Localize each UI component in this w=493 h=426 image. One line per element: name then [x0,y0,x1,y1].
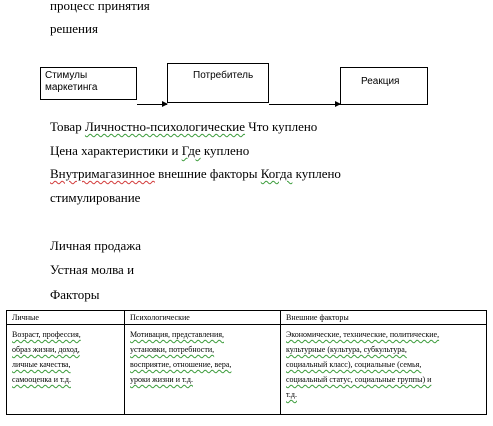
row-price [50,143,249,159]
table-header-row [7,311,487,325]
row-instore-d: куплено [292,166,341,181]
heading-line-1: процесс принятия [50,0,150,13]
row-product [50,119,317,135]
row-factors: Факторы [50,287,100,302]
row-product-c: Что куплено [245,119,318,134]
response-box [340,67,428,105]
row-instore-a: Внутримагазинное [50,166,155,181]
header-external: Внешние факторы [281,311,487,325]
cell-psychological [125,325,281,415]
stimuli-box [40,67,137,100]
row-price-b: Где [181,143,201,158]
row-instore [50,166,341,182]
cell-external-text: Экономические, технические, политические, культурные (культура, субкультура, социальный класс), социальные (семья, социальный статус, социальные группы) и т.д. [286,330,440,399]
cell-external [281,325,487,415]
cell-psychological-text: Мотивация, представления, установки, потребности, восприятие, отношение, вера, уроки жизни и т.д. [130,330,232,384]
consumer-label: Потребитель [193,70,254,81]
arrow-consumer-to-response [269,104,340,105]
row-word-of-mouth: Устная молва и [50,262,135,277]
header-personal: Личные [7,311,125,325]
row-instore-b: внешние факторы [154,166,261,181]
consumer-box [167,63,269,103]
cell-personal-text: Возраст, профессия, образ жизни, доход, личные качества, самооценка и т.д. [12,330,81,384]
header-psychological: Психологические [125,311,281,325]
factors-table [6,310,487,415]
row-product-b: Личностно-психологические [84,119,246,134]
row-promotion: стимулирование [50,190,141,205]
arrow-stimuli-to-consumer [137,104,167,105]
stimuli-label: Стимулы маркетинга [45,70,98,93]
row-price-a: Цена характеристики и [50,143,182,158]
table-row [7,325,487,415]
row-price-c: куплено [200,143,250,158]
row-product-a: Товар [50,119,85,134]
row-instore-c: Когда [260,166,293,181]
response-label: Реакция [361,76,400,87]
row-personal-sale: Личная продажа [50,238,141,253]
heading-line-2: решения [50,21,98,36]
cell-personal [7,325,125,415]
